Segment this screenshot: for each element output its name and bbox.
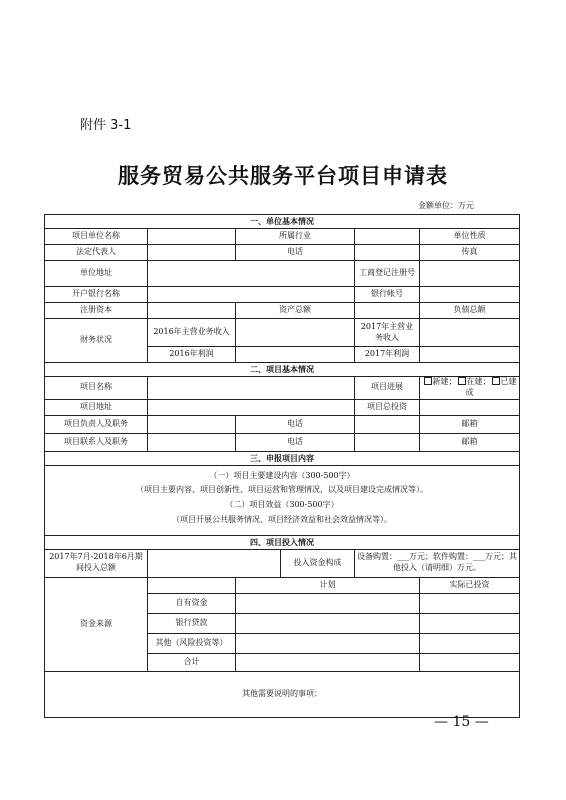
label-rev-2016: 2016年主营业务收入 [148, 319, 236, 347]
label-composition: 投入资金构成 [281, 549, 355, 577]
content-line-4: （项目开展公共服务情况、项目经济效益和社会效益情况等）。 [172, 514, 392, 524]
label-bank-account: 银行帐号 [355, 287, 420, 303]
fax-cell[interactable] [420, 245, 520, 261]
label-total-investment: 项目总投资 [355, 399, 420, 415]
project-content-area[interactable] [45, 465, 520, 535]
label-project-address: 项目地址 [45, 399, 148, 415]
field-address[interactable] [148, 261, 355, 287]
field-total-assets[interactable] [355, 303, 420, 319]
label-reg-no: 工商登记注册号 [355, 261, 420, 287]
field-total-plan[interactable] [236, 653, 420, 671]
label-profit-2016: 2016年利润 [148, 347, 236, 363]
progress-options [420, 377, 520, 400]
label-period-total: 2017年7月-2018年6月期间投入总额 [45, 549, 148, 577]
field-project-name[interactable] [148, 377, 355, 400]
contact-email-cell[interactable] [420, 433, 520, 451]
field-rev-2017[interactable] [420, 319, 520, 347]
field-other-plan[interactable] [236, 633, 420, 653]
field-own-funds-actual[interactable] [420, 593, 520, 613]
label-bank-name: 开户银行名称 [45, 287, 148, 303]
section4-heading: 四、项目投入情况 [45, 535, 520, 549]
label-reg-capital: 注册资本 [45, 303, 148, 319]
option-completed: 已建成 [465, 377, 517, 397]
other-notes-label: 其他需要说明的事项： [242, 688, 322, 698]
label-plan: 计划 [236, 577, 420, 593]
unit-nature-cell[interactable] [420, 229, 520, 245]
checkbox-in-progress[interactable] [458, 377, 466, 385]
field-bank-loan-plan[interactable] [236, 613, 420, 633]
label-finance: 财务状况 [45, 319, 148, 363]
field-period-total[interactable] [148, 549, 281, 577]
field-contact[interactable] [148, 433, 236, 451]
label-manager: 项目负责人及职务 [45, 415, 148, 433]
section3-heading: 三、申报项目内容 [45, 451, 520, 465]
label-own-funds: 自有资金 [148, 593, 236, 613]
label-total-assets: 资产总额 [236, 303, 355, 319]
field-project-address[interactable] [148, 399, 355, 415]
page-number: — 15 — [434, 714, 489, 730]
option-in-progress: 在建； [466, 377, 491, 386]
manager-email-cell[interactable] [420, 415, 520, 433]
field-total-investment[interactable] [420, 399, 520, 415]
label-legal-rep: 法定代表人 [45, 245, 148, 261]
unit-note: 金额单位：万元 [418, 201, 474, 210]
label-bank-loan: 银行贷款 [148, 613, 236, 633]
label-fax: 传真 [461, 247, 478, 257]
field-other-actual[interactable] [420, 633, 520, 653]
application-form-table [44, 214, 520, 718]
field-industry[interactable] [355, 229, 420, 245]
field-reg-capital[interactable] [148, 303, 236, 319]
field-legal-rep[interactable] [148, 245, 236, 261]
label-contact-phone: 电话 [236, 433, 355, 451]
field-reg-no[interactable] [420, 261, 520, 287]
composition-detail[interactable]: 设备购置：___万元；软件购置：___万元；其他投入（请明细）万元。 [355, 549, 520, 577]
field-total-actual[interactable] [420, 653, 520, 671]
section2-heading: 二、项目基本情况 [45, 363, 520, 377]
label-industry: 所属行业 [236, 229, 355, 245]
label-total-debt: 负债总额 [453, 305, 486, 315]
field-profit-2016[interactable] [236, 347, 355, 363]
content-line-1: （一）项目主要建设内容（300-500字） [209, 470, 355, 480]
field-profit-2017[interactable] [420, 347, 520, 363]
field-manager[interactable] [148, 415, 236, 433]
label-contact-email: 邮箱 [461, 436, 478, 446]
label-actual: 实际已投资 [420, 577, 520, 593]
attachment-label: 附件 3-1 [80, 118, 132, 133]
field-phone[interactable] [355, 245, 420, 261]
label-address: 单位地址 [45, 261, 148, 287]
other-notes-area[interactable] [45, 671, 520, 717]
label-rev-2017: 2017年主营业务收入 [355, 319, 420, 347]
fund-source-header-blank [148, 577, 236, 593]
form-title: 服务贸易公共服务平台项目申请表 [118, 164, 448, 188]
field-manager-phone[interactable] [355, 415, 420, 433]
label-manager-email: 邮箱 [461, 418, 478, 428]
content-line-3: （二）项目效益（300-500字） [225, 500, 339, 510]
field-own-funds-plan[interactable] [236, 593, 420, 613]
option-new: 新建； [432, 377, 457, 386]
field-unit-name[interactable] [148, 229, 236, 245]
field-bank-name[interactable] [148, 287, 355, 303]
label-project-name: 项目名称 [45, 377, 148, 400]
label-unit-name: 项目单位名称 [45, 229, 148, 245]
label-manager-phone: 电话 [236, 415, 355, 433]
checkbox-new[interactable] [424, 377, 432, 385]
section1-heading: 一、单位基本情况 [45, 215, 520, 229]
label-other-funds: 其他（风险投资等） [148, 633, 236, 653]
content-line-2: （项目主要内容、项目创新性、项目运营和管理情况，以及项目建设完成情况等）。 [136, 485, 428, 495]
label-progress: 项目进展 [355, 377, 420, 400]
label-unit-nature: 单位性质 [453, 231, 486, 241]
field-contact-phone[interactable] [355, 433, 420, 451]
label-phone: 电话 [236, 245, 355, 261]
field-bank-account[interactable] [420, 287, 520, 303]
field-rev-2016[interactable] [236, 319, 355, 347]
label-profit-2017: 2017年利润 [355, 347, 420, 363]
label-fund-source: 资金来源 [45, 577, 148, 671]
label-total: 合计 [148, 653, 236, 671]
field-bank-loan-actual[interactable] [420, 613, 520, 633]
checkbox-completed[interactable] [492, 377, 500, 385]
label-contact: 项目联系人及职务 [45, 433, 148, 451]
total-debt-cell[interactable] [420, 303, 520, 319]
